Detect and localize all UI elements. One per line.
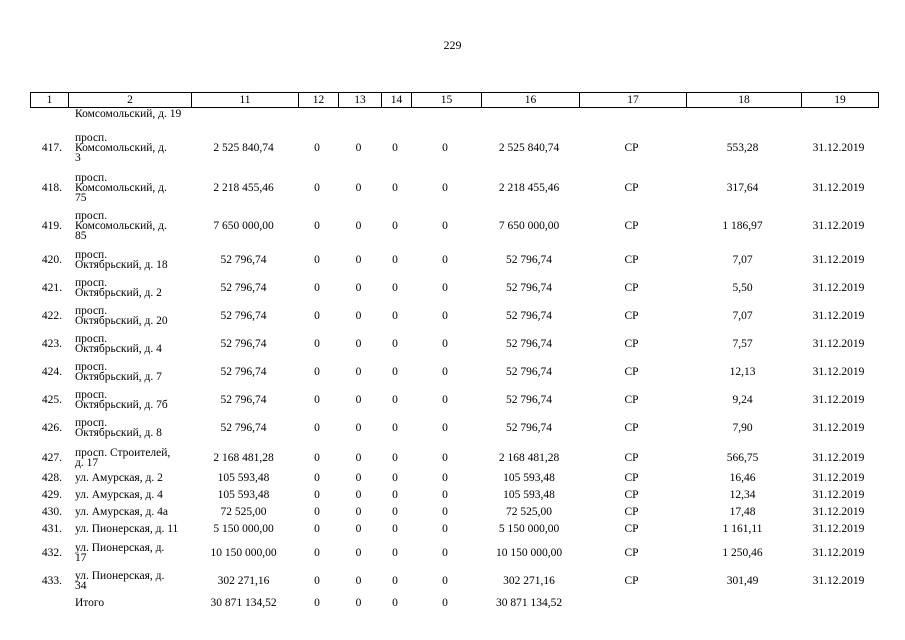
col-12-cell: 0 — [314, 472, 320, 484]
table-row — [0, 416, 905, 440]
col-14-cell: 0 — [392, 523, 398, 535]
col-18-cell: 1 250,46 — [722, 547, 763, 559]
col-17-cell: СР — [624, 182, 639, 194]
col-15-cell: 0 — [442, 472, 448, 484]
col-19-cell: 31.12.2019 — [812, 220, 865, 232]
col-16-cell: 52 796,74 — [506, 310, 552, 322]
total-row — [0, 596, 905, 610]
row-number: 418. — [41, 182, 62, 194]
table-row — [0, 505, 905, 519]
total-col-16: 30 871 134,52 — [495, 597, 563, 609]
col-18-cell: 12,13 — [729, 366, 756, 378]
col-13-cell: 0 — [355, 472, 362, 484]
col-19-cell: 31.12.2019 — [812, 394, 865, 406]
col-17-cell: СР — [624, 489, 639, 501]
address-cell: ул. Амурская, д. 4 — [75, 489, 163, 501]
col-18-cell: 7,07 — [732, 254, 753, 266]
col-19-cell: 31.12.2019 — [812, 547, 865, 559]
col-17-cell: СР — [624, 422, 639, 434]
col-header-15: 15 — [412, 93, 482, 108]
col-12-cell: 0 — [314, 506, 320, 518]
address-cell: просп. Октябрьский, д. 18 — [75, 249, 168, 271]
col-15-cell: 0 — [442, 254, 448, 266]
row-number: 432. — [41, 547, 62, 559]
col-16-cell: 302 271,16 — [503, 575, 555, 587]
col-19-cell: 31.12.2019 — [812, 452, 865, 464]
col-11-cell: 72 525,00 — [220, 506, 267, 518]
col-12-cell: 0 — [314, 452, 320, 464]
col-18-cell: 12,34 — [729, 489, 756, 501]
col-13-cell: 0 — [355, 254, 362, 266]
col-13-cell: 0 — [355, 547, 362, 559]
table-row — [0, 566, 905, 596]
col-11-cell: 105 593,48 — [217, 472, 270, 484]
col-19-cell: 31.12.2019 — [812, 338, 865, 350]
col-18-cell: 1 186,97 — [722, 220, 763, 232]
col-19-cell: 31.12.2019 — [812, 472, 865, 484]
col-12-cell: 0 — [314, 575, 320, 587]
address-cell: просп. Октябрьский, д. 8 — [75, 417, 162, 439]
col-13-cell: 0 — [355, 394, 362, 406]
col-13-cell: 0 — [355, 489, 362, 501]
col-13-cell: 0 — [355, 182, 362, 194]
col-13-cell: 0 — [355, 220, 362, 232]
col-14-cell: 0 — [392, 547, 398, 559]
col-15-cell: 0 — [442, 394, 448, 406]
col-14-cell: 0 — [392, 310, 398, 322]
col-15-cell: 0 — [442, 523, 448, 535]
col-16-cell: 5 150 000,00 — [498, 523, 560, 535]
col-19-cell: 31.12.2019 — [812, 282, 865, 294]
col-11-cell: 52 796,74 — [220, 422, 267, 434]
col-19-cell: 31.12.2019 — [812, 523, 865, 535]
col-11-cell: 52 796,74 — [220, 310, 267, 322]
col-11-cell: 2 525 840,74 — [213, 142, 274, 154]
row-number: 428. — [41, 472, 62, 484]
row-number: 429. — [41, 489, 62, 501]
col-13-cell: 0 — [355, 142, 362, 154]
col-18-cell: 7,90 — [732, 422, 753, 434]
col-14-cell: 0 — [392, 366, 398, 378]
row-number: 419. — [41, 220, 62, 232]
col-12-cell: 0 — [314, 220, 320, 232]
col-19-cell: 31.12.2019 — [812, 366, 865, 378]
col-19-cell: 31.12.2019 — [812, 575, 865, 587]
col-15-cell: 0 — [442, 489, 448, 501]
col-16-cell: 52 796,74 — [506, 254, 552, 266]
col-18-cell: 317,64 — [726, 182, 759, 194]
col-18-cell: 5,50 — [732, 282, 753, 294]
col-14-cell: 0 — [392, 394, 398, 406]
col-14-cell: 0 — [392, 472, 398, 484]
col-15-cell: 0 — [442, 142, 448, 154]
total-col-11: 30 871 134,52 — [210, 597, 277, 609]
row-number: 427. — [41, 452, 62, 464]
col-13-cell: 0 — [355, 422, 362, 434]
col-18-cell: 553,28 — [726, 142, 759, 154]
col-16-cell: 2 218 455,46 — [498, 182, 560, 194]
col-15-cell: 0 — [442, 182, 448, 194]
table-row — [0, 488, 905, 502]
row-number: 424. — [41, 366, 62, 378]
table-row — [0, 388, 905, 412]
table-row — [0, 522, 905, 536]
address-cell: просп. Октябрьский, д. 7 — [75, 361, 162, 383]
address-cell: ул. Пионерская, д. 34 — [75, 570, 165, 592]
table-row — [0, 360, 905, 384]
col-18-cell: 301,49 — [726, 575, 759, 587]
col-17-cell: СР — [624, 523, 639, 535]
col-13-cell: 0 — [355, 452, 362, 464]
col-19-cell: 31.12.2019 — [812, 182, 865, 194]
address-cell: просп. Комсомольский, д. 3 — [75, 132, 167, 164]
col-12-cell: 0 — [314, 422, 320, 434]
col-11-cell: 2 218 455,46 — [213, 182, 274, 194]
col-12-cell: 0 — [314, 338, 320, 350]
col-14-cell: 0 — [392, 422, 398, 434]
address-cell: ул. Пионерская, д. 11 — [75, 523, 179, 535]
col-19-cell: 31.12.2019 — [812, 489, 865, 501]
table-row — [0, 332, 905, 356]
col-15-cell: 0 — [442, 310, 448, 322]
col-14-cell: 0 — [392, 575, 398, 587]
col-18-cell: 9,24 — [732, 394, 753, 406]
col-11-cell: 52 796,74 — [220, 366, 267, 378]
col-12-cell: 0 — [314, 282, 320, 294]
col-18-cell: 7,57 — [732, 338, 753, 350]
row-number: 422. — [41, 310, 62, 322]
total-col-15: 0 — [442, 597, 448, 609]
row-number: 430. — [41, 506, 62, 518]
address-cell: просп. Октябрьский, д. 20 — [75, 305, 168, 327]
col-14-cell: 0 — [392, 142, 398, 154]
col-13-cell: 0 — [355, 366, 362, 378]
col-15-cell: 0 — [442, 366, 448, 378]
col-18-cell: 566,75 — [726, 452, 759, 464]
address-cell: просп. Строителей, д. 17 — [75, 447, 171, 469]
page-number: 229 — [443, 38, 462, 52]
row-number: 423. — [41, 338, 62, 350]
address-cell: ул. Пионерская, д. 17 — [75, 542, 165, 564]
col-14-cell: 0 — [392, 338, 398, 350]
total-col-12: 0 — [314, 597, 320, 609]
col-19-cell: 31.12.2019 — [812, 310, 865, 322]
col-12-cell: 0 — [314, 394, 320, 406]
col-13-cell: 0 — [355, 575, 362, 587]
col-15-cell: 0 — [442, 422, 448, 434]
table-row — [0, 170, 905, 206]
col-header-12: 12 — [299, 93, 339, 108]
col-16-cell: 52 796,74 — [506, 422, 552, 434]
row-number: 425. — [41, 394, 62, 406]
col-13-cell: 0 — [355, 338, 362, 350]
col-17-cell: СР — [624, 547, 639, 559]
col-18-cell: 16,46 — [729, 472, 756, 484]
col-header-17: 17 — [580, 93, 687, 108]
table-row — [0, 208, 905, 244]
col-11-cell: 10 150 000,00 — [210, 547, 277, 559]
col-header-1: 1 — [31, 93, 69, 108]
col-12-cell: 0 — [314, 310, 320, 322]
col-header-14: 14 — [382, 93, 412, 108]
row-number: 417. — [41, 142, 62, 154]
col-17-cell: СР — [624, 452, 639, 464]
col-16-cell: 2 525 840,74 — [498, 142, 560, 154]
col-18-cell: 17,48 — [729, 506, 756, 518]
table-row — [0, 304, 905, 328]
address-cell: просп. Октябрьский, д. 7б — [75, 389, 168, 411]
col-16-cell: 52 796,74 — [506, 394, 552, 406]
col-16-cell: 52 796,74 — [506, 366, 552, 378]
col-14-cell: 0 — [392, 282, 398, 294]
col-18-cell: 7,07 — [732, 310, 753, 322]
col-13-cell: 0 — [355, 282, 362, 294]
col-15-cell: 0 — [442, 547, 448, 559]
col-15-cell: 0 — [442, 575, 448, 587]
col-header-11: 11 — [192, 93, 299, 108]
col-16-cell: 2 168 481,28 — [498, 452, 560, 464]
col-13-cell: 0 — [355, 310, 362, 322]
col-11-cell: 7 650 000,00 — [213, 220, 274, 232]
col-17-cell: СР — [624, 254, 639, 266]
address-cell: просп. Комсомольский, д. 75 — [75, 172, 167, 204]
col-18-cell: 1 161,11 — [722, 523, 763, 535]
table-row — [0, 130, 905, 166]
col-17-cell: СР — [624, 366, 639, 378]
col-12-cell: 0 — [314, 523, 320, 535]
table-row — [0, 276, 905, 300]
col-11-cell: 105 593,48 — [217, 489, 270, 501]
col-15-cell: 0 — [442, 282, 448, 294]
row-number: 426. — [41, 422, 62, 434]
col-16-cell: 52 796,74 — [506, 282, 552, 294]
col-header-13: 13 — [339, 93, 382, 108]
row-number: 420. — [41, 254, 62, 266]
col-12-cell: 0 — [314, 254, 320, 266]
col-17-cell: СР — [624, 338, 639, 350]
col-19-cell: 31.12.2019 — [812, 422, 865, 434]
col-11-cell: 52 796,74 — [220, 282, 267, 294]
col-header-18: 18 — [687, 93, 802, 108]
address-cell: просп. Октябрьский, д. 2 — [75, 277, 162, 299]
row-number: 431. — [41, 523, 62, 535]
col-19-cell: 31.12.2019 — [812, 142, 865, 154]
address-cell: ул. Амурская, д. 2 — [75, 472, 163, 484]
total-col-13: 0 — [355, 597, 362, 609]
address-cell: просп. Комсомольский, д. 85 — [75, 210, 167, 242]
table-row — [0, 471, 905, 485]
col-14-cell: 0 — [392, 506, 398, 518]
col-17-cell: СР — [624, 142, 639, 154]
table-row — [0, 444, 905, 472]
col-15-cell: 0 — [442, 338, 448, 350]
row-number: 433. — [41, 575, 62, 587]
col-15-cell: 0 — [442, 506, 448, 518]
row-number: 421. — [41, 282, 62, 294]
col-19-cell: 31.12.2019 — [812, 506, 865, 518]
col-11-cell: 2 168 481,28 — [213, 452, 274, 464]
col-16-cell: 105 593,48 — [503, 472, 555, 484]
col-17-cell: СР — [624, 282, 639, 294]
col-16-cell: 7 650 000,00 — [498, 220, 560, 232]
col-12-cell: 0 — [314, 182, 320, 194]
col-13-cell: 0 — [355, 506, 362, 518]
col-17-cell: СР — [624, 220, 639, 232]
table-row — [0, 248, 905, 272]
col-header-19: 19 — [802, 93, 879, 108]
col-16-cell: 105 593,48 — [503, 489, 555, 501]
col-17-cell: СР — [624, 394, 639, 406]
col-12-cell: 0 — [314, 547, 320, 559]
address-cell: просп. Октябрьский, д. 4 — [75, 333, 162, 355]
address-cell: ул. Амурская, д. 4а — [75, 506, 168, 518]
col-16-cell: 10 150 000,00 — [495, 547, 563, 559]
col-12-cell: 0 — [314, 489, 320, 501]
col-header-16: 16 — [482, 93, 580, 108]
col-16-cell: 52 796,74 — [506, 338, 552, 350]
col-14-cell: 0 — [392, 254, 398, 266]
column-header-row — [30, 92, 879, 108]
col-13-cell: 0 — [355, 523, 362, 535]
col-11-cell: 52 796,74 — [220, 338, 267, 350]
col-14-cell: 0 — [392, 182, 398, 194]
total-label: Итого — [75, 597, 105, 609]
col-14-cell: 0 — [392, 489, 398, 501]
col-15-cell: 0 — [442, 220, 448, 232]
col-19-cell: 31.12.2019 — [812, 254, 865, 266]
col-12-cell: 0 — [314, 142, 320, 154]
col-11-cell: 52 796,74 — [220, 394, 267, 406]
col-11-cell: 52 796,74 — [220, 254, 267, 266]
col-17-cell: СР — [624, 575, 639, 587]
col-15-cell: 0 — [442, 452, 448, 464]
total-col-14: 0 — [392, 597, 398, 609]
col-11-cell: 302 271,16 — [217, 575, 270, 587]
col-12-cell: 0 — [314, 366, 320, 378]
carryover-address: Комсомольский, д. 19 — [75, 108, 182, 120]
col-17-cell: СР — [624, 506, 639, 518]
col-17-cell: СР — [624, 310, 639, 322]
table-row — [0, 538, 905, 568]
col-14-cell: 0 — [392, 452, 398, 464]
col-header-2: 2 — [69, 93, 192, 108]
col-14-cell: 0 — [392, 220, 398, 232]
col-11-cell: 5 150 000,00 — [213, 523, 274, 535]
col-16-cell: 72 525,00 — [506, 506, 552, 518]
col-17-cell: СР — [624, 472, 639, 484]
